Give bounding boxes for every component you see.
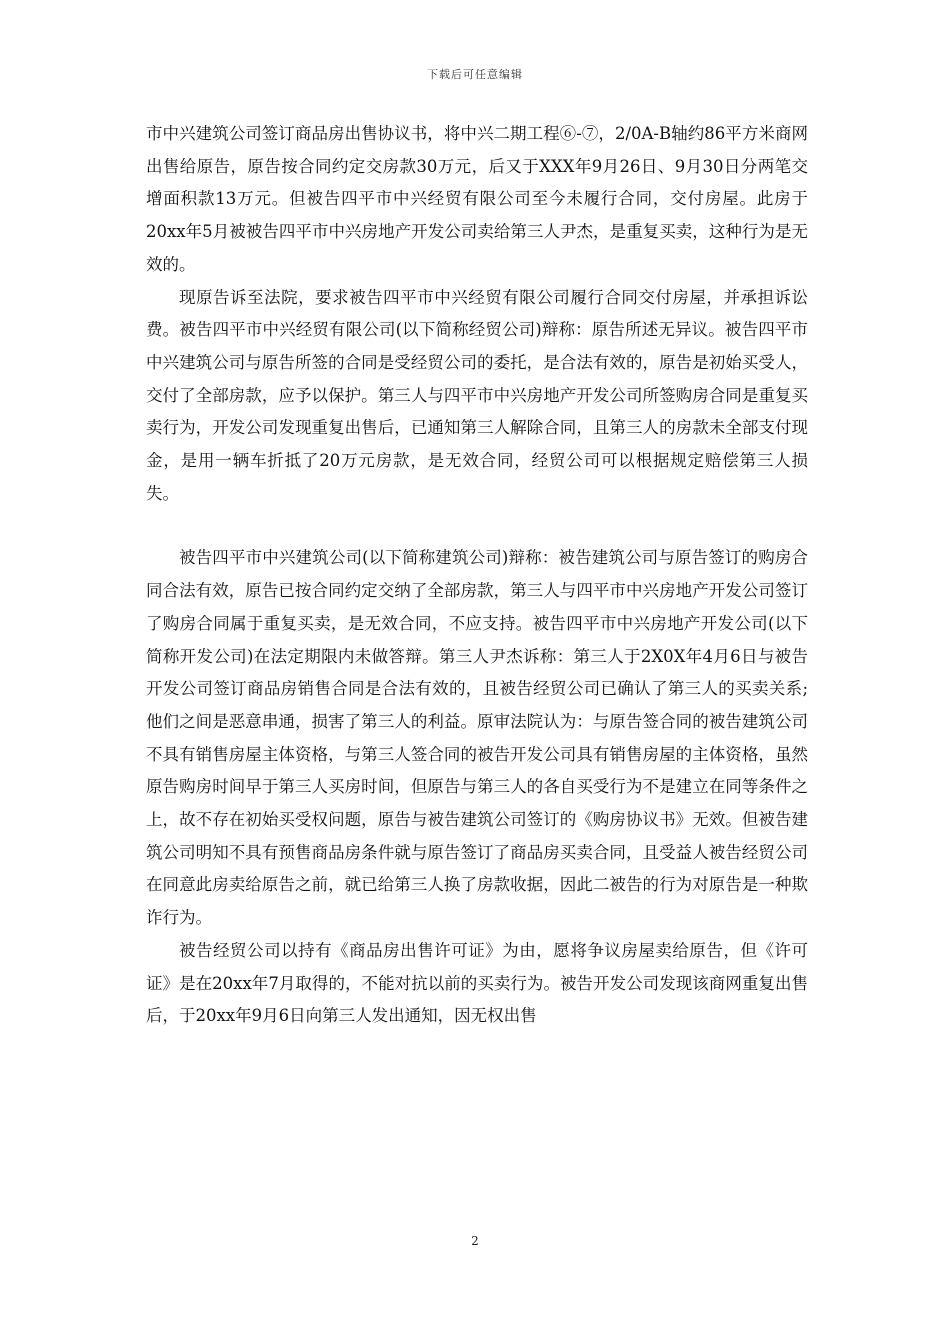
paragraph-1: 市中兴建筑公司签订商品房出售协议书，将中兴二期工程⑥-⑦，2/0A-B轴约86平方米商网出售给原告，原告按合同约定交房款30万元，后又于XXX年9月26日、9月30日分两笔交增面积款13万元。但被告四平市中兴经贸有限公司至今未履行合同，交付房屋。此房于20xx年5月被被告四平市中兴房地产开发公司卖给第三人尹杰，是重复买卖，这种行为是无效的。 bbox=[146, 124, 808, 274]
paragraph-4: 被告经贸公司以持有《商品房出售许可证》为由，愿将争议房屋卖给原告，但《许可证》是在20xx年7月取得的，不能对抗以前的买卖行为。被告开发公司发现该商网重复出售后，于20xx年9月6日向第三人发出通知，因无权出售 bbox=[146, 940, 808, 1026]
page-number: 2 bbox=[471, 1234, 479, 1248]
document-body bbox=[146, 118, 808, 1033]
paragraph-3: 被告四平市中兴建筑公司(以下简称建筑公司)辩称：被告建筑公司与原告签订的购房合同合法有效，原告已按合同约定交纳了全部房款，第三人与四平市中兴房地产开发公司签订了购房合同属于重复买卖，是无效合同，不应支持。被告四平市中兴房地产开发公司(以下简称开发公司)在法定期限内未做答辩。第三人尹杰诉称：第三人于2X0X年4月6日与被告开发公司签订商品房销售合同是合法有效的，且被告经贸公司已确认了第三人的买卖关系;他们之间是恶意串通，损害了第三人的利益。原审法院认为：与原告签合同的被告建筑公司不具有销售房屋主体资格，与第三人签合同的被告开发公司具有销售房屋的主体资格，虽然原告购房时间早于第三人买房时间，但原告与第三人的各自买受行为不是建立在同等条件之上，故不存在初始买受权问题，原告与被告建筑公司签订的《购房协议书》无效。但被告建筑公司明知不具有预售商品房条件就与原告签订了商品房买卖合同，且受益人被告经贸公司在同意此房卖给原告之前，就已给第三人换了房款收据，因此二被告的行为对原告是一种欺诈行为。 bbox=[146, 548, 808, 928]
page-header: 下载后可任意编辑 bbox=[427, 68, 523, 81]
paragraph-2: 现原告诉至法院，要求被告四平市中兴经贸有限公司履行合同交付房屋，并承担诉讼费。被告四平市中兴经贸有限公司(以下简称经贸公司)辩称：原告所述无异议。被告四平市中兴建筑公司与原告所签的合同是受经贸公司的委托，是合法有效的，原告是初始买受人，交付了全部房款，应予以保护。第三人与四平市中兴房地产开发公司所签购房合同是重复买卖行为，开发公司发现重复出售后，已通知第三人解除合同，且第三人的房款未全部支付现金，是用一辆车折抵了20万元房款，是无效合同，经贸公司可以根据规定赔偿第三人损失。 bbox=[146, 287, 808, 503]
